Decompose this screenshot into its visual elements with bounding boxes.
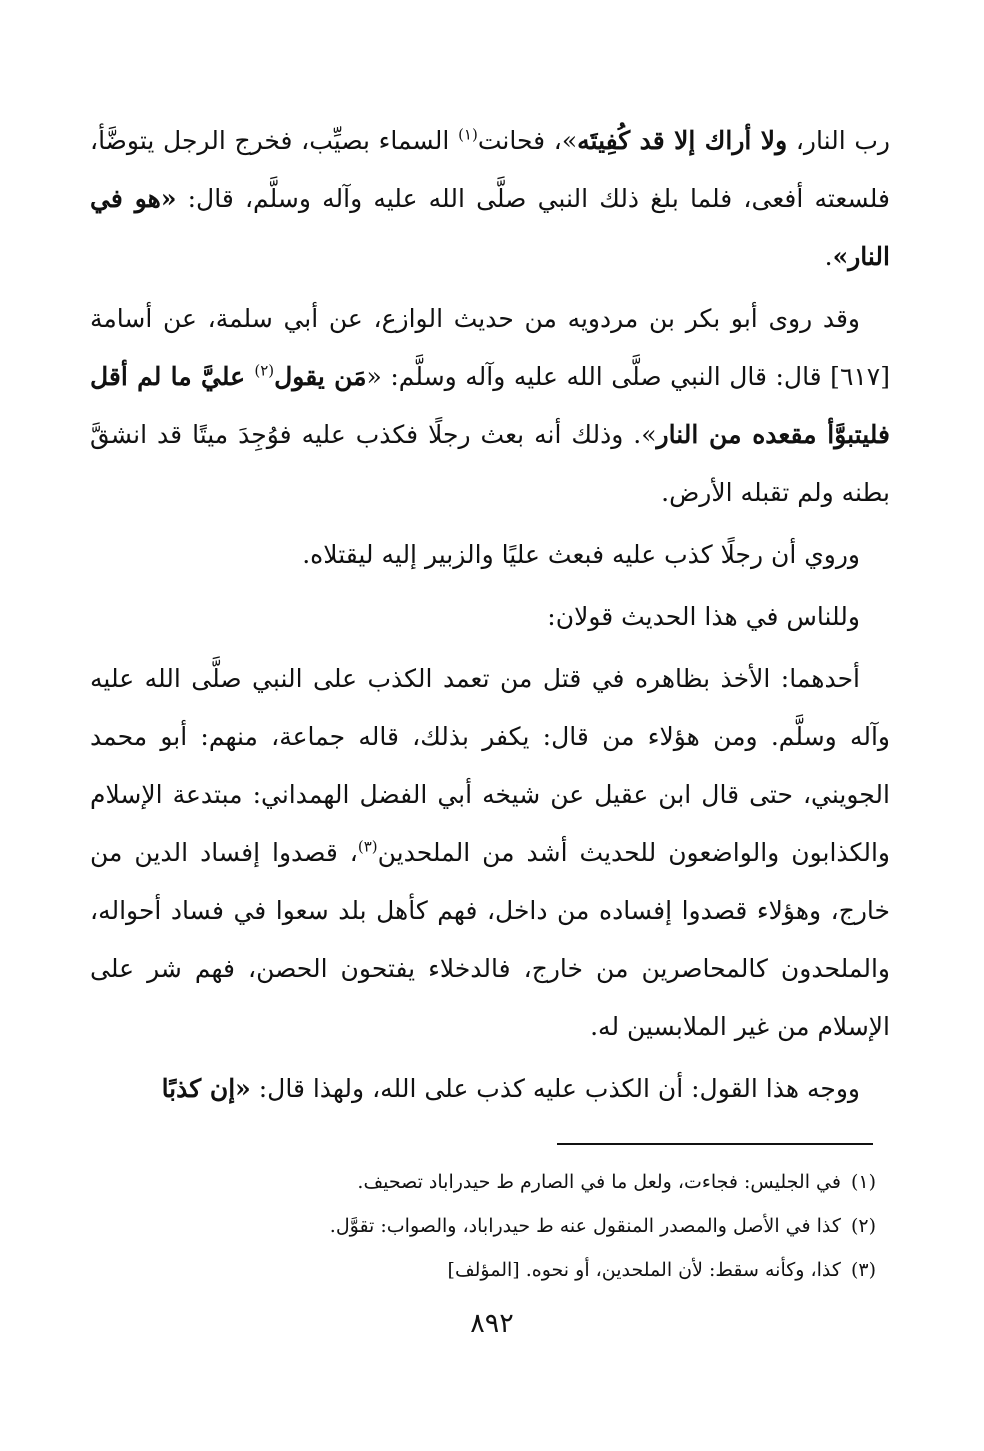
bold-hadith-text: «هو في النار» [90,184,890,271]
main-text [90,112,890,1122]
text-span: رب النار، [787,126,890,155]
footnote-2 [200,1204,876,1248]
paragraph-3: وروي أن رجلًا كذب عليه فبعث عليًا والزبير إليه ليقتلاه. [302,540,860,569]
footnote-ref-1[interactable]: (١) [458,125,478,144]
footnote-number: (٣) [850,1259,876,1281]
footnote-number: (٢) [850,1215,876,1237]
bold-hadith-text: عليَّ ما لم أقل فليتبوَّأ مقعده من النار [90,362,890,449]
bold-hadith-text: «إن كذبًا [161,1074,251,1103]
bold-hadith-text: مَن يقول [274,362,367,391]
footnote-number: (١) [850,1171,876,1193]
paragraph-1 [90,112,890,286]
paragraph-5 [90,650,890,1056]
text-span: ». وذلك أنه بعث رجلًا فكذب عليه فوُجِدَ ميتًا قد انشقَّ بطنه ولم تقبله الأرض. [90,420,890,507]
text-span: »، فحانت [477,126,578,155]
text-span: أحدهما: الأخذ بظاهره في قتل من تعمد الكذب على النبي صلَّى الله عليه وآله وسلَّم. ومن هؤلاء من قال: يكفر بذلك، قاله جماعة، منهم: أبو محمد الجويني، حتى قال ابن عقيل عن شيخه أبي الفضل الهمداني: مبتدعة الإسلام والكذابون والواضعون للحديث أشد من الملحدين [90,664,890,867]
text-span: . [824,242,833,271]
footnote-3 [200,1248,876,1292]
page-number: ٨٩٢ [470,1308,514,1339]
footnote-ref-3[interactable]: (٣) [357,837,378,856]
bold-hadith-text: ولا أراك إلا قد كُفِيتَه [577,126,788,155]
footnotes [200,1160,876,1292]
footnote-1 [200,1160,876,1204]
paragraph-6 [90,1060,890,1118]
text-span: ووجه هذا القول: أن الكذب عليه كذب على الله، ولهذا قال: [250,1074,860,1103]
footnote-text: كذا، وكأنه سقط: لأن الملحدين، أو نحوه. [المؤلف] [447,1259,841,1281]
paragraph-2 [90,290,890,522]
paragraph-4: وللناس في هذا الحديث قولان: [547,602,860,631]
footnote-text: كذا في الأصل والمصدر المنقول عنه ط حيدراباد، والصواب: تقوَّل. [329,1215,841,1237]
text-span: وقد روى أبو بكر بن مردويه من حديث الوازع، عن أبي سلمة، عن أسامة [٦١٧] قال: قال النبي صلَّى الله عليه وآله وسلَّم: « [90,304,890,391]
footnote-ref-2[interactable]: (٢) [254,361,275,380]
footnote-separator [557,1143,873,1145]
footnote-text: في الجليس: فجاءت، ولعل ما في الصارم ط حيدراباد تصحيف. [357,1171,841,1193]
text-span: ، قصدوا إفساد الدين من خارج، وهؤلاء قصدوا إفساده من داخل، فهم كأهل بلد سعوا في فساد أحواله، والملحدون كالمحاصرين من خارج، فالدخلاء يفتحون الحصن، فهم شر على الإسلام من غير الملابسين له. [90,838,890,1041]
text-span: السماء بصيِّب، فخرج الرجل يتوضَّأ، فلسعته أفعى، فلما بلغ ذلك النبي صلَّى الله عليه وآله وسلَّم، قال: [90,126,890,213]
